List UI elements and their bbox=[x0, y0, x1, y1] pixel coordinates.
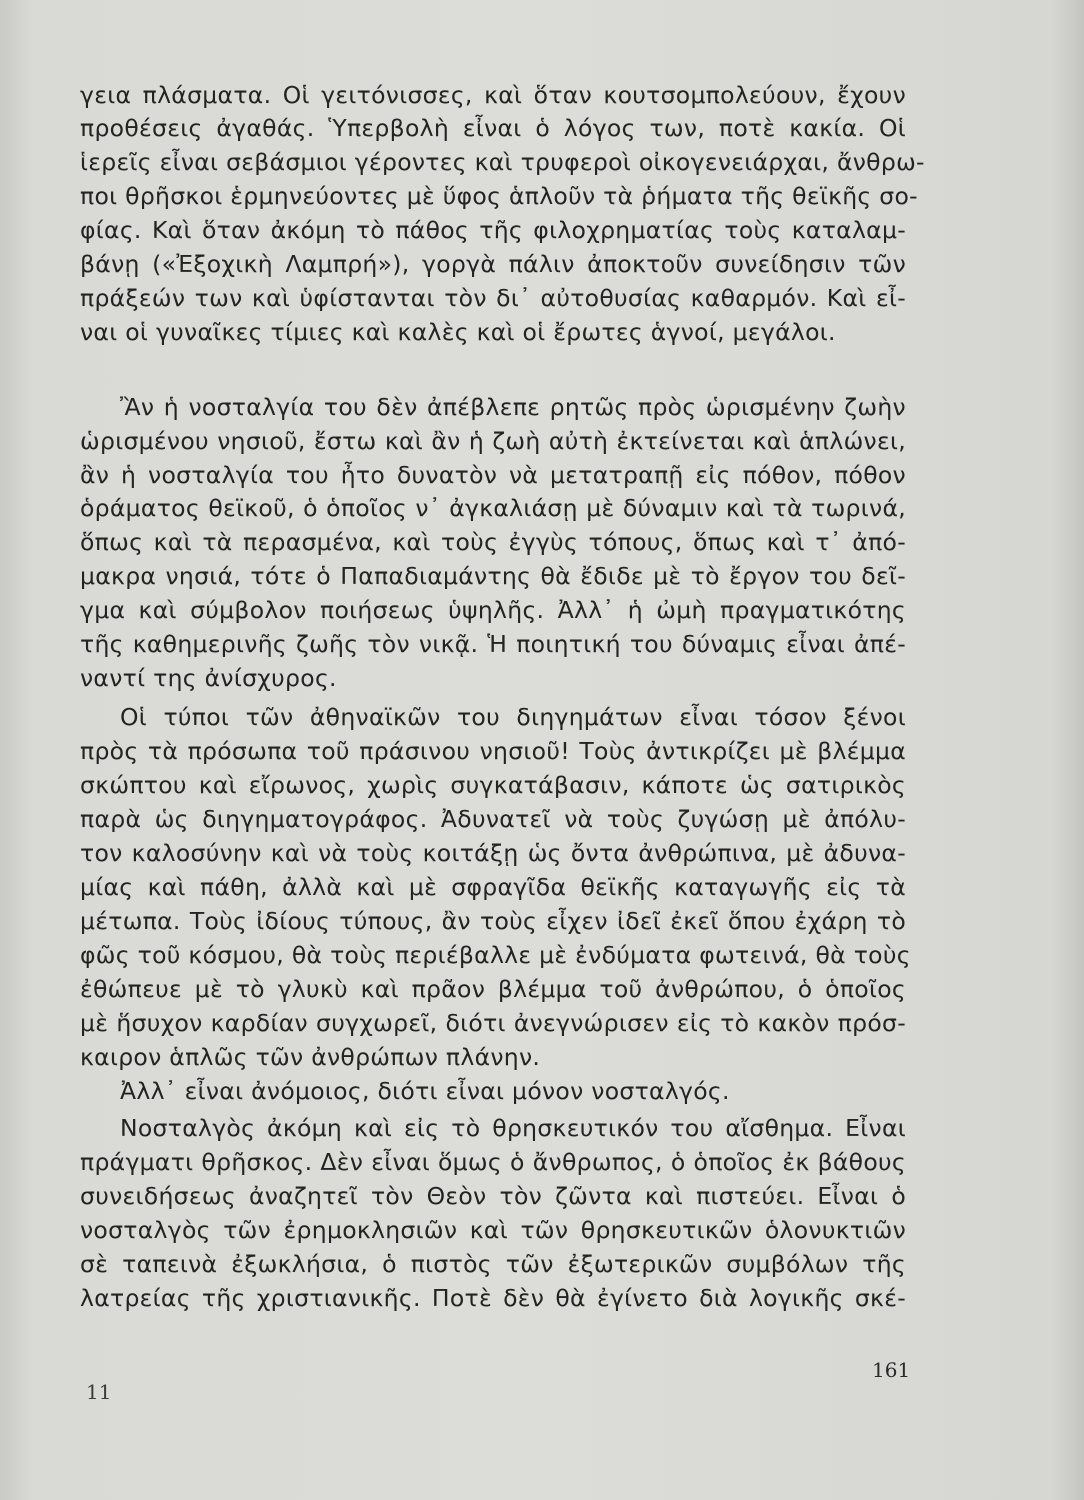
text-line: ναντί της ἀνίσχυρος. bbox=[80, 664, 337, 692]
text-line: Νοσταλγὸς ἀκόμη καὶ εἰς τὸ θρησκευτικόν του αἴσθημα. Εἶναι bbox=[120, 1114, 906, 1142]
text-line: μὲ ἥσυχον καρδίαν συγχωρεῖ, διότι ἀνεγνώρισεν εἰς τὸ κακὸν πρόσ- bbox=[80, 1009, 906, 1037]
text-line: λατρείας τῆς χριστιανικῆς. Ποτὲ δὲν θὰ ἐγίνετο διὰ λογικῆς σκέ- bbox=[80, 1284, 906, 1312]
text-line: ποι θρῆσκοι ἑρμηνεύοντες μὲ ὕφος ἁπλοῦν τὰ ῥήματα τῆς θεϊκῆς σο- bbox=[80, 182, 918, 210]
signature-mark: 11 bbox=[86, 1380, 112, 1404]
text-line: γμα καὶ σύμβολον ποιήσεως ὑψηλῆς. Ἀλλ᾿ ἡ ὠμὴ πραγματικότης bbox=[80, 596, 906, 624]
text-line: μακρα νησιά, τότε ὁ Παπαδιαμάντης θὰ ἔδιδε μὲ τὸ ἔργον του δεῖ- bbox=[80, 562, 906, 590]
text-line: πρὸς τὰ πρόσωπα τοῦ πράσινου νησιοῦ! Τοὺς ἀντικρίζει μὲ βλέμμα bbox=[80, 737, 906, 765]
text-line: πράγματι θρῆσκος. Δὲν εἶναι ὅμως ὁ ἄνθρωπος, ὁ ὁποῖος ἐκ βάθους bbox=[80, 1148, 906, 1176]
text-line: μίας καὶ πάθη, ἀλλὰ καὶ μὲ σφραγῖδα θεϊκῆς καταγωγῆς εἰς τὰ bbox=[80, 873, 906, 901]
text-line: ὅπως καὶ τὰ περασμένα, καὶ τοὺς ἐγγὺς τόπους, ὅπως καὶ τ᾿ ἀπό- bbox=[80, 528, 906, 556]
text-line: ἂν ἡ νοσταλγία του ἦτο δυνατὸν νὰ μετατραπῇ εἰς πόθον, πόθον bbox=[80, 461, 906, 489]
text-line: τῆς καθημερινῆς ζωῆς τὸν νικᾷ. Ἡ ποιητική του δύναμις εἶναι ἀπέ- bbox=[80, 630, 906, 658]
text-line: συνειδήσεως ἀναζητεῖ τὸν Θεὸν τὸν ζῶντα καὶ πιστεύει. Εἶναι ὁ bbox=[80, 1182, 906, 1210]
text-line: φίας. Καὶ ὅταν ἀκόμη τὸ πάθος τῆς φιλοχρηματίας τοὺς καταλαμ- bbox=[80, 216, 906, 244]
text-line: Οἱ τύποι τῶν ἀθηναϊκῶν του διηγημάτων εἶναι τόσον ξένοι bbox=[120, 703, 906, 731]
text-line: προθέσεις ἀγαθάς. Ὑπερβολὴ εἶναι ὁ λόγος των, ποτὲ κακία. Οἱ bbox=[80, 114, 906, 142]
text-line: βάνῃ («Ἐξοχικὴ Λαμπρή»), γοργὰ πάλιν ἀποκτοῦν συνείδησιν τῶν bbox=[80, 250, 906, 278]
text-line: Ἂν ἡ νοσταλγία του δὲν ἀπέβλεπε ρητῶς πρὸς ὡρισμένην ζωὴν bbox=[120, 393, 906, 421]
text-line: πράξεών των καὶ ὑφίστανται τὸν δι᾿ αὐτοθυσίας καθαρμόν. Καὶ εἶ- bbox=[80, 284, 906, 312]
text-line: Ἀλλ᾿ εἶναι ἀνόμοιος, διότι εἶναι μόνον νοσταλγός. bbox=[120, 1077, 730, 1105]
text-line: ὡρισμένου νησιοῦ, ἔστω καὶ ἂν ἡ ζωὴ αὐτὴ ἐκτείνεται καὶ ἁπλώνει, bbox=[80, 427, 906, 455]
text-line: καιρον ἁπλῶς τῶν ἀνθρώπων πλάνην. bbox=[80, 1043, 541, 1071]
text-line: ὁράματος θεϊκοῦ, ὁ ὁποῖος ν᾿ ἀγκαλιάσῃ μὲ δύναμιν καὶ τὰ τωρινά, bbox=[80, 494, 906, 522]
text-line: φῶς τοῦ κόσμου, θὰ τοὺς περιέβαλλε μὲ ἐνδύματα φωτεινά, θὰ τοὺς bbox=[80, 941, 911, 969]
text-line: γεια πλάσματα. Οἱ γειτόνισσες, καὶ ὅταν κουτσομπολεύουν, ἔχουν bbox=[80, 81, 906, 109]
text-line: τον καλοσύνην καὶ νὰ τοὺς κοιτάξῃ ὡς ὄντα ἀνθρώπινα, μὲ ἀδυνα- bbox=[80, 839, 906, 867]
text-line: σκώπτου καὶ εἴρωνος, χωρὶς συγκατάβασιν, κάποτε ὡς σατιρικὸς bbox=[80, 771, 906, 799]
page-number: 161 bbox=[872, 1358, 911, 1382]
text-line: ναι οἱ γυναῖκες τίμιες καὶ καλὲς καὶ οἱ ἔρωτες ἁγνοί, μεγάλοι. bbox=[80, 318, 836, 346]
text-line: νοσταλγὸς τῶν ἐρημοκλησιῶν καὶ τῶν θρησκευτικῶν ὁλονυκτιῶν bbox=[80, 1216, 906, 1244]
text-line: παρὰ ὡς διηγηματογράφος. Ἀδυνατεῖ νὰ τοὺς ζυγώσῃ μὲ ἀπόλυ- bbox=[80, 805, 906, 833]
text-line: σὲ ταπεινὰ ἐξωκλήσια, ὁ πιστὸς τῶν ἐξωτερικῶν συμβόλων τῆς bbox=[80, 1250, 906, 1278]
text-line: ἱερεῖς εἶναι σεβάσμιοι γέροντες καὶ τρυφεροὶ οἰκογενειάρχαι, ἄνθρω- bbox=[80, 148, 925, 176]
text-line: μέτωπα. Τοὺς ἰδίους τύπους, ἂν τοὺς εἶχεν ἰδεῖ ἐκεῖ ὅπου ἐχάρη τὸ bbox=[80, 907, 906, 935]
text-line: ἐθώπευε μὲ τὸ γλυκὺ καὶ πρᾶον βλέμμα τοῦ ἀνθρώπου, ὁ ὁποῖος bbox=[80, 975, 906, 1003]
